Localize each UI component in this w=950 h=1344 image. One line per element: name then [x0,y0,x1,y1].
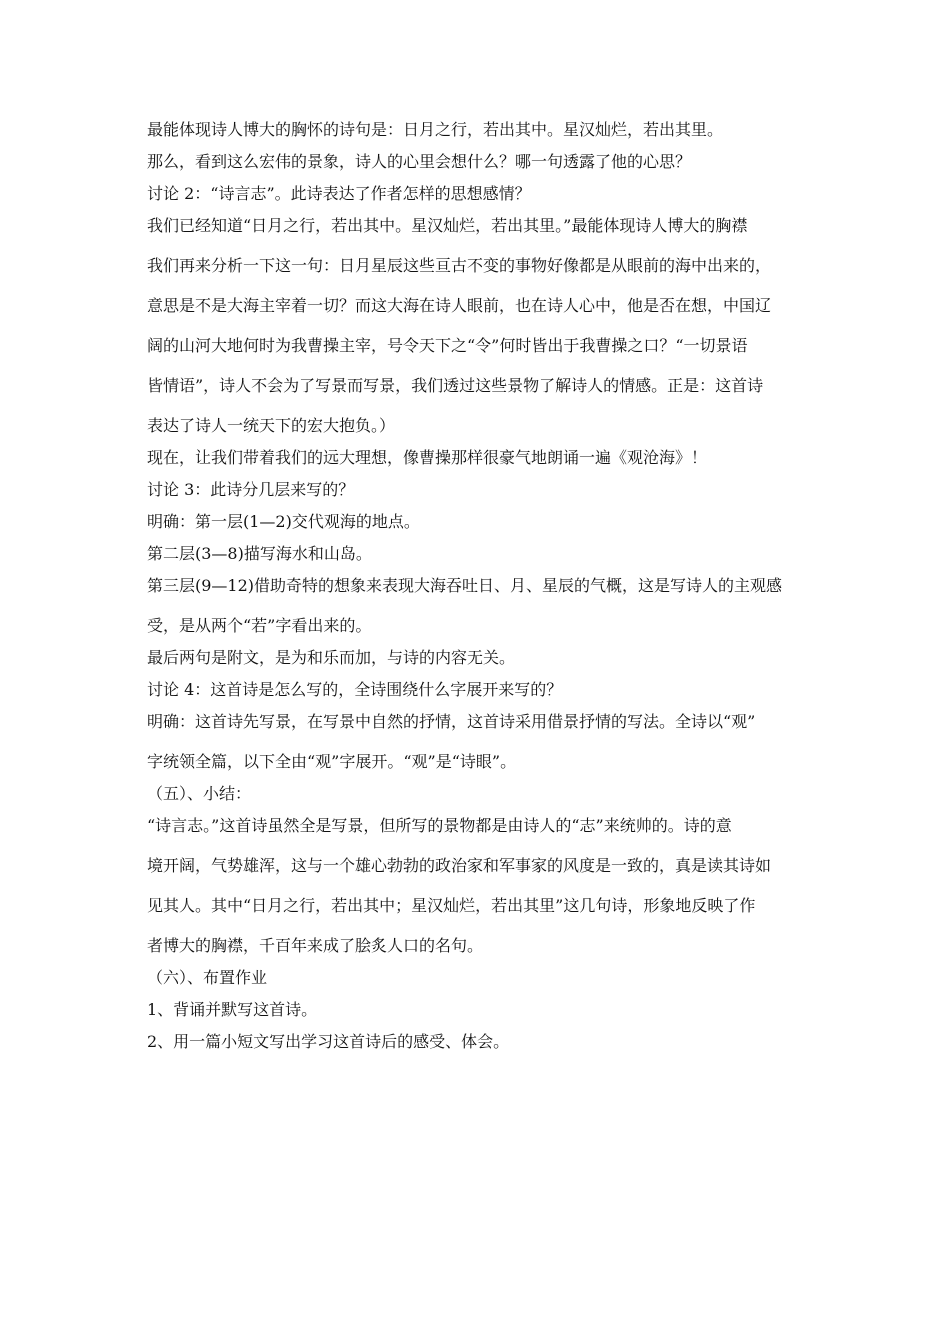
text-line: 皆情语”，诗人不会为了写景而写景，我们透过这些景物了解诗人的情感。正是：这首诗 [147,376,764,395]
text-line: 受，是从两个“若”字看出来的。 [147,616,372,635]
text-line: 讨论 3：此诗分几层来写的？ [147,480,355,499]
text-line: 字统领全篇，以下全由“观”字展开。“观”是“诗眼”。 [147,752,517,771]
text-line: 境开阔，气势雄浑，这与一个雄心勃勃的政治家和军事家的风度是一致的，真是读其诗如 [147,856,772,875]
text-line: 第三层(9—12)借助奇特的想象来表现大海吞吐日、月、星辰的气概，这是写诗人的主观感 [147,576,783,595]
text-line: 讨论 2：“诗言志”。此诗表达了作者怎样的思想感情？ [147,184,531,203]
text-line: 见其人。其中“日月之行，若出其中；星汉灿烂，若出其里”这几句诗，形象地反映了作 [147,896,756,915]
section-heading: （五）、小结： [147,784,252,803]
text-line: 我们已经知道“日月之行，若出其中。星汉灿烂，若出其里。”最能体现诗人博大的胸襟 [147,216,748,235]
text-line: 那么，看到这么宏伟的景象，诗人的心里会想什么？哪一句透露了他的心思？ [147,152,692,171]
section-heading: （六）、布置作业 [147,968,268,987]
document-body [147,118,817,1054]
text-line: 最能体现诗人博大的胸怀的诗句是：日月之行，若出其中。星汉灿烂，若出其里。 [147,120,724,139]
text-line: 最后两句是附文，是为和乐而加，与诗的内容无关。 [147,648,516,667]
text-line: “诗言志。”这首诗虽然全是写景，但所写的景物都是由诗人的“志”来统帅的。诗的意 [147,816,732,835]
text-line: 第二层(3—8)描写海水和山岛。 [147,544,372,563]
text-line: 讨论 4：这首诗是怎么写的，全诗围绕什么字展开来写的？ [147,680,563,699]
text-line: 明确：第一层(1—2)交代观海的地点。 [147,512,420,531]
text-line: 者博大的胸襟，千百年来成了脍炙人口的名句。 [147,936,484,955]
text-line: 意思是不是大海主宰着一切？而这大海在诗人眼前，也在诗人心中，他是否在想，中国辽 [147,296,772,315]
list-item: 2、用一篇小短文写出学习这首诗后的感受、体会。 [147,1032,510,1051]
list-item: 1、背诵并默写这首诗。 [147,1000,318,1019]
text-line: 明确：这首诗先写景，在写景中自然的抒情，这首诗采用借景抒情的写法。全诗以“观” [147,712,756,731]
text-line: 现在，让我们带着我们的远大理想，像曹操那样很豪气地朗诵一遍《观沧海》！ [147,448,708,467]
text-line: 我们再来分析一下这一句：日月星辰这些亘古不变的事物好像都是从眼前的海中出来的， [147,256,772,275]
text-line: 表达了诗人一统天下的宏大抱负。） [147,416,396,435]
text-line: 阔的山河大地何时为我曹操主宰，号令天下之“令”何时皆出于我曹操之口？“一切景语 [147,336,748,355]
